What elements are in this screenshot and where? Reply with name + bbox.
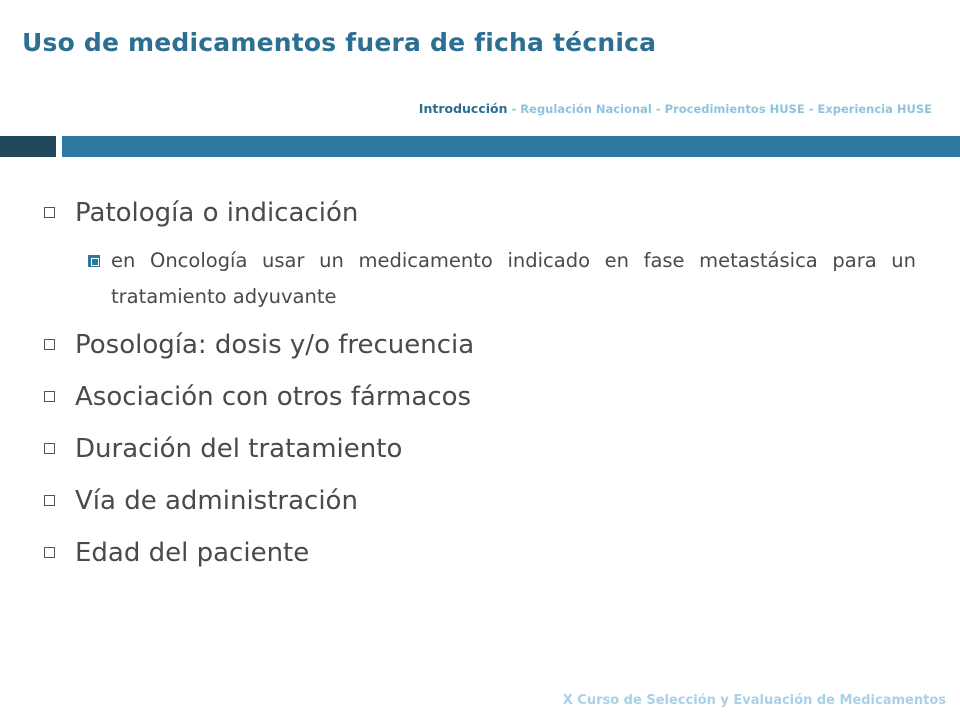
list-item-label: Asociación con otros fármacos xyxy=(75,382,472,412)
list-item-label: Patología o indicación xyxy=(75,198,359,228)
square-bullet-icon xyxy=(44,207,55,218)
list-item-label: Edad del paciente xyxy=(75,538,310,568)
list-item-label: Posología: dosis y/o frecuencia xyxy=(75,330,475,360)
sub-list-item xyxy=(88,243,916,315)
header-bar-left xyxy=(0,136,56,157)
slide-title: Uso de medicamentos fuera de ficha técnica xyxy=(22,28,657,57)
nav-item-active: Introducción xyxy=(418,101,508,116)
list-item xyxy=(44,533,924,573)
list-item xyxy=(44,481,924,521)
list-item xyxy=(44,193,924,233)
list-item xyxy=(44,377,924,417)
square-bullet-icon xyxy=(44,495,55,506)
nav-items-rest: - Regulación Nacional - Procedimientos HUSE - Experiencia HUSE xyxy=(507,102,932,116)
list-item xyxy=(44,325,924,365)
sub-list-item-label: en Oncología usar un medicamento indicado en fase metastásica para un tratamiento adyuvante xyxy=(111,249,916,308)
list-item-label: Vía de administración xyxy=(75,486,358,516)
list-item xyxy=(44,429,924,469)
header-bar-right xyxy=(62,136,960,157)
bullet-list xyxy=(44,193,924,573)
footer-text: X Curso de Selección y Evaluación de Medicamentos xyxy=(562,693,946,708)
filled-square-bullet-icon xyxy=(88,255,100,267)
square-bullet-icon xyxy=(44,443,55,454)
square-bullet-icon xyxy=(44,547,55,558)
square-bullet-icon xyxy=(44,339,55,350)
section-nav xyxy=(419,101,932,116)
square-bullet-icon xyxy=(44,391,55,402)
list-item-label: Duración del tratamiento xyxy=(75,434,403,464)
